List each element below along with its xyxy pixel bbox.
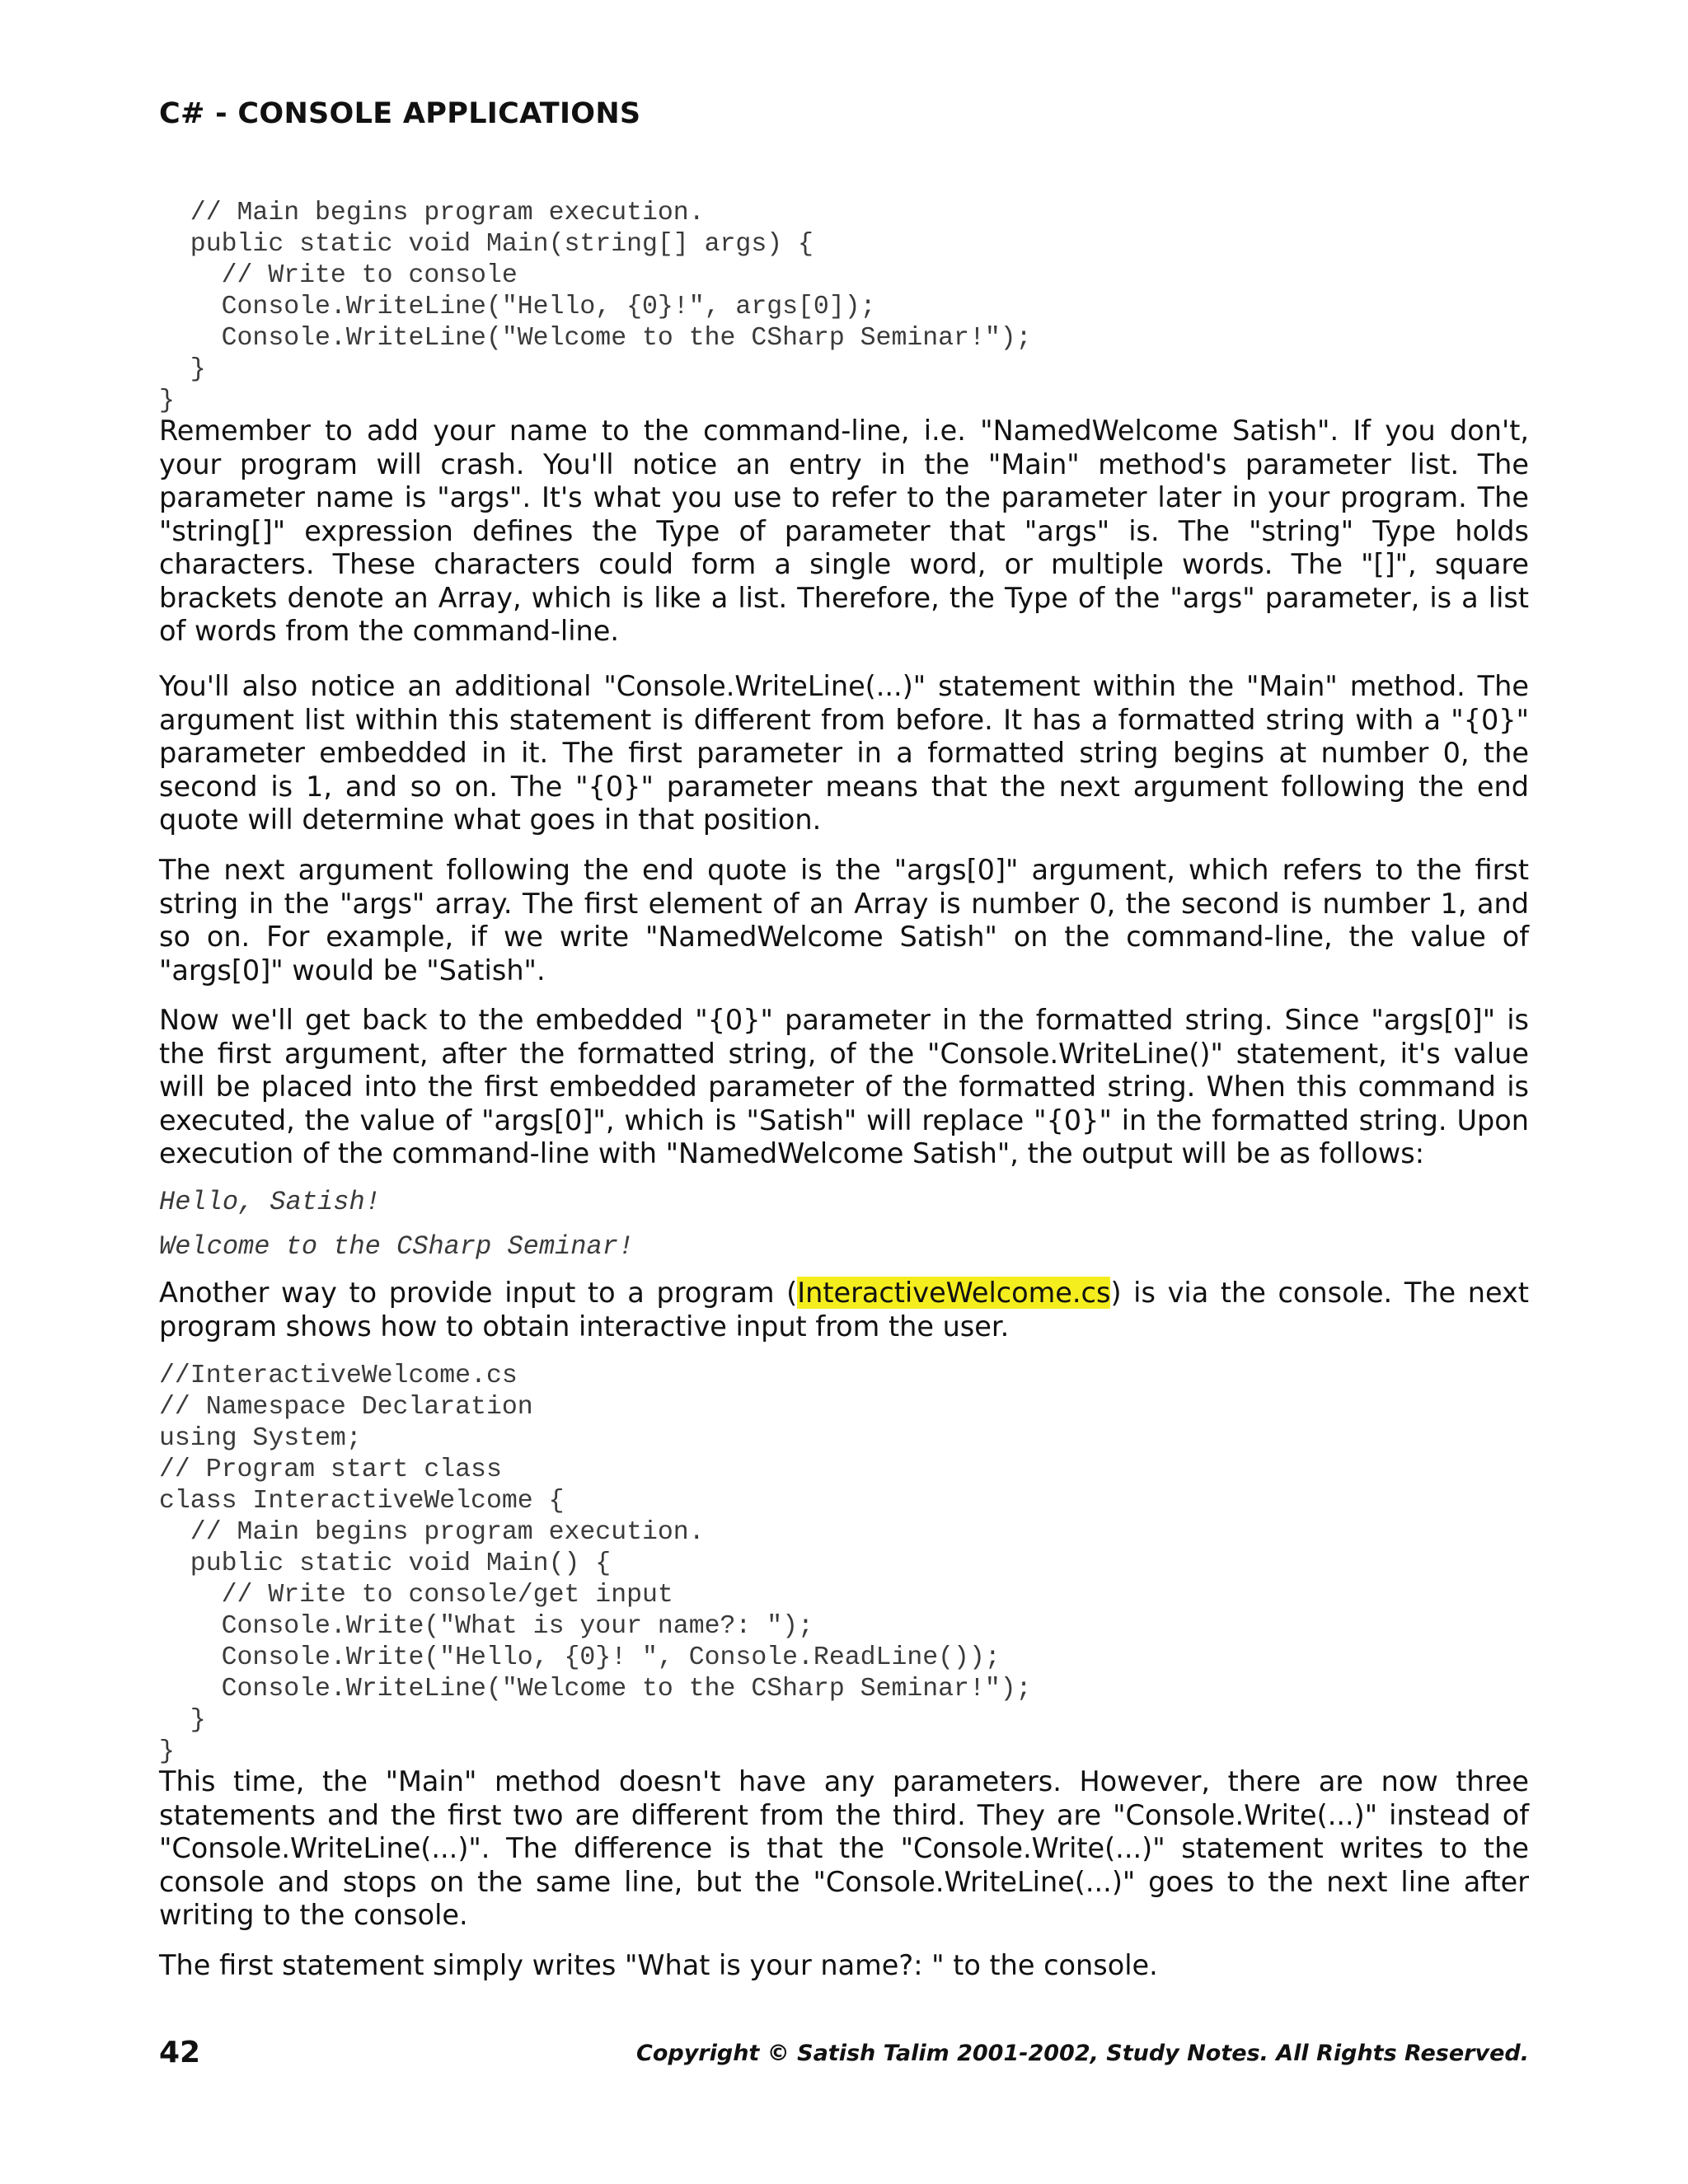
paragraph-write-vs-writeline: This time, the "Main" method doesn't have any parameters. However, there are now three statements and the first two are different from the third. They are "Console.Write(...)" instead of "Console.WriteLine(...)". The difference is that the "Console.Write(...)" statement writes to the console and stops on the same line, but the "Console.WriteLine(...)" goes to the next line after writing to the console.: [159, 1765, 1529, 1931]
highlighted-filename: InteractiveWelcome.cs: [797, 1277, 1111, 1309]
paragraph-text-after: ) is via the console. The next program shows how to obtain interactive input from the user.: [159, 1277, 1530, 1343]
code-block-interactive-welcome: //InteractiveWelcome.cs // Namespace Declaration using System; // Program start class class InteractiveWelcome { // Main begins program execution. public static void Main() { // Write to console/get input Console.Write("What is your name?: "); Console.Write("Hello, {0}! ", Console.ReadLine()); Console.WriteLine("Welcome to the CSharp Seminar!"); } }: [159, 1361, 1032, 1766]
paragraph-writeline-formatted: You'll also notice an additional "Console.WriteLine(...)" statement within the "Main" method. The argument list within this statement is different from before. It has a formatted string with a "{0}" parameter embedded in it. The first parameter in a formatted string begins at number 0, the second is 1, and so on. The "{0}" parameter means that the next argument following the end quote will determine what goes in that position.: [159, 670, 1529, 836]
paragraph-first-statement: The first statement simply writes "What is your name?: " to the console.: [159, 1949, 1158, 1981]
page-header-title: C# - CONSOLE APPLICATIONS: [159, 97, 641, 130]
output-line-hello: Hello, Satish!: [159, 1187, 381, 1217]
paragraph-args-array: The next argument following the end quote is the "args[0]" argument, which refers to the first string in the "args" array. The first element of an Array is number 0, the second is number 1, and so on. For example, if we write "NamedWelcome Satish" on the command-line, the value of "args[0]" would be "Satish".: [159, 854, 1529, 987]
paragraph-command-line-args: Remember to add your name to the command-line, i.e. "NamedWelcome Satish". If you don't, your program will crash. You'll notice an entry in the "Main" method's parameter list. The parameter name is "args". It's what you use to refer to the parameter later in your program. The "string[]" expression defines the Type of parameter that "args" is. The "string" Type holds characters. These characters could form a single word, or multiple words. The "[]", square brackets denote an Array, which is like a list. Therefore, the Type of the "args" parameter, is a list of words from the command-line.: [159, 415, 1529, 647]
copyright-notice: Copyright © Satish Talim 2001-2002, Study Notes. All Rights Reserved.: [636, 2041, 1529, 2066]
page-number: 42: [159, 2036, 201, 2069]
paragraph-text-before: Another way to provide input to a program (: [159, 1277, 798, 1309]
paragraph-embedded-parameter: Now we'll get back to the embedded "{0}" parameter in the formatted string. Since "args[0]" is the first argument, after the formatted string, of the "Console.WriteLine()" statement, it's value will be placed into the first embedded parameter of the formatted string. When this command is executed, the value of "args[0]", which is "Satish" will replace "{0}" in the formatted string. Upon execution of the command-line with "NamedWelcome Satish", the output will be as follows:: [159, 1004, 1529, 1169]
output-line-welcome: Welcome to the CSharp Seminar!: [159, 1231, 635, 1262]
paragraph-interactive-input: [159, 1277, 1529, 1343]
code-block-named-welcome: // Main begins program execution. public static void Main(string[] args) { // Write to console Console.WriteLine("Hello, {0}!", args[0]); Console.WriteLine("Welcome to the CSharp Seminar!"); } }: [159, 199, 1032, 415]
